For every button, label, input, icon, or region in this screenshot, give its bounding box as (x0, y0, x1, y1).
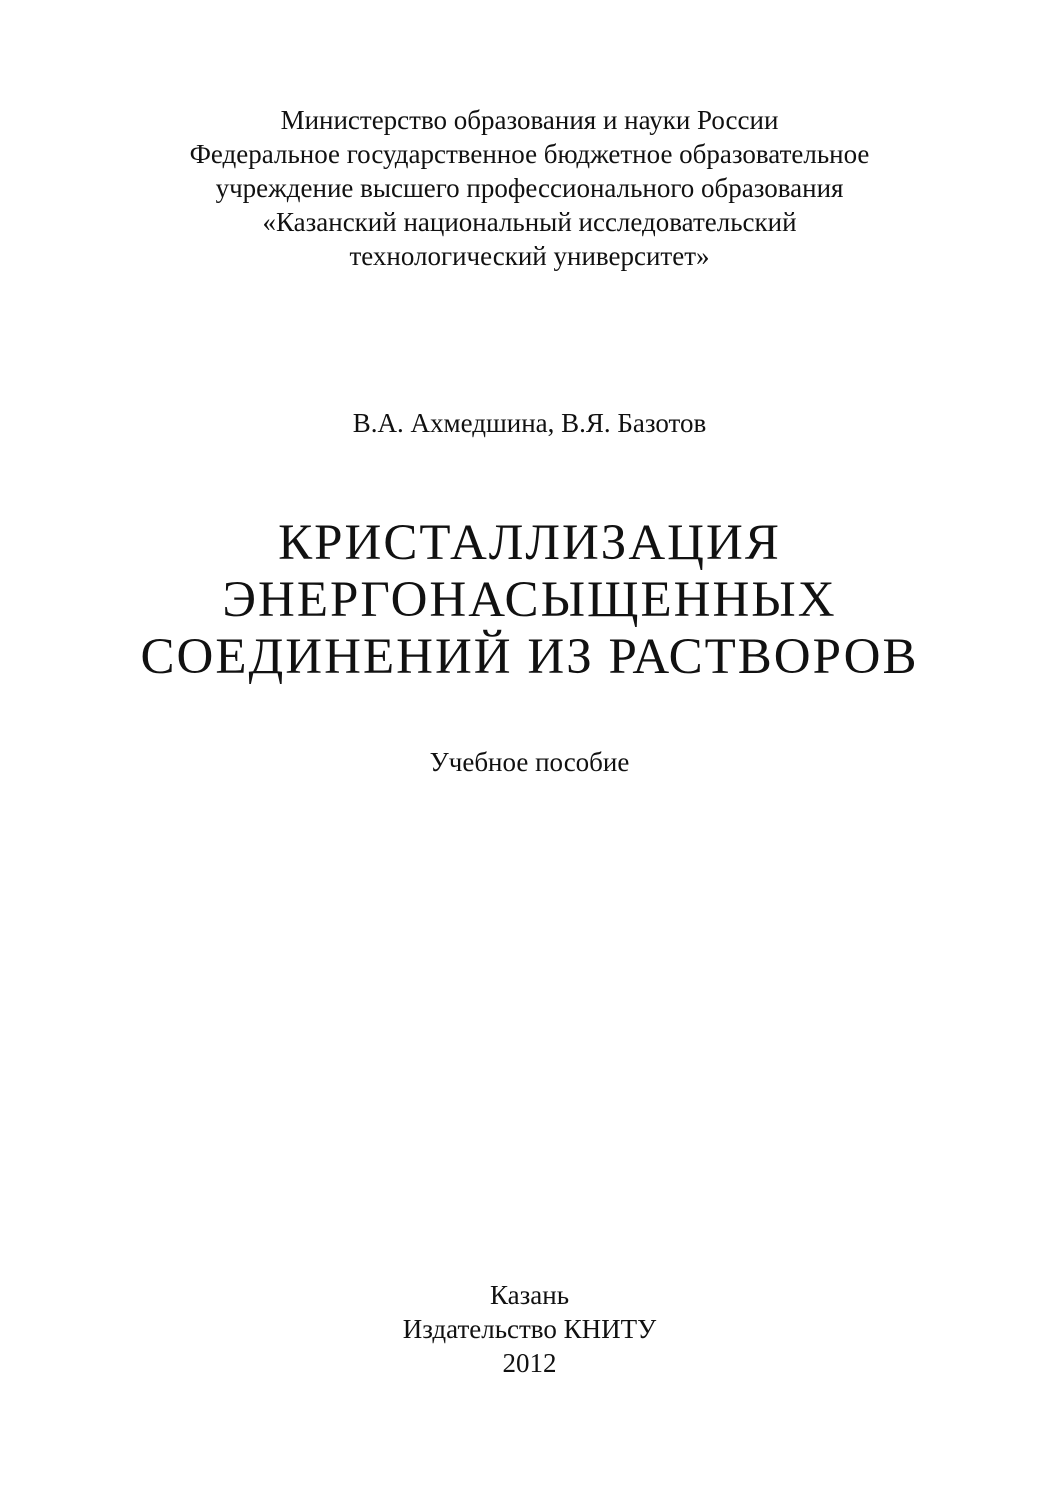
header-line-university-suffix: технологический университет» (349, 241, 710, 271)
imprint (0, 1278, 1059, 1380)
authors-text: В.А. Ахмедшина, В.Я. Базотов (352, 408, 707, 438)
imprint-city: Казань (489, 1280, 570, 1310)
title-line-1: КРИСТАЛЛИЗАЦИЯ (278, 515, 781, 571)
title-line-3: СОЕДИНЕНИЙ ИЗ РАСТВОРОВ (140, 629, 919, 685)
header-line-federal: Федеральное государственное бюджетное образовательное (189, 139, 870, 169)
book-subtitle (0, 745, 1059, 779)
header-line-ministry: Министерство образования и науки России (280, 105, 779, 135)
subtitle-text: Учебное пособие (429, 747, 630, 777)
header-line-university-name: «Казанский национальный исследовательский (262, 207, 797, 237)
institution-header (0, 103, 1059, 273)
authors (0, 406, 1059, 440)
imprint-publisher: Издательство КНИТУ (402, 1314, 657, 1344)
header-line-institution-type: учреждение высшего профессионального образования (215, 173, 844, 203)
title-line-2: ЭНЕРГОНАСЫЩЕННЫХ (222, 572, 837, 628)
book-title (0, 515, 1059, 686)
imprint-year: 2012 (502, 1348, 557, 1378)
